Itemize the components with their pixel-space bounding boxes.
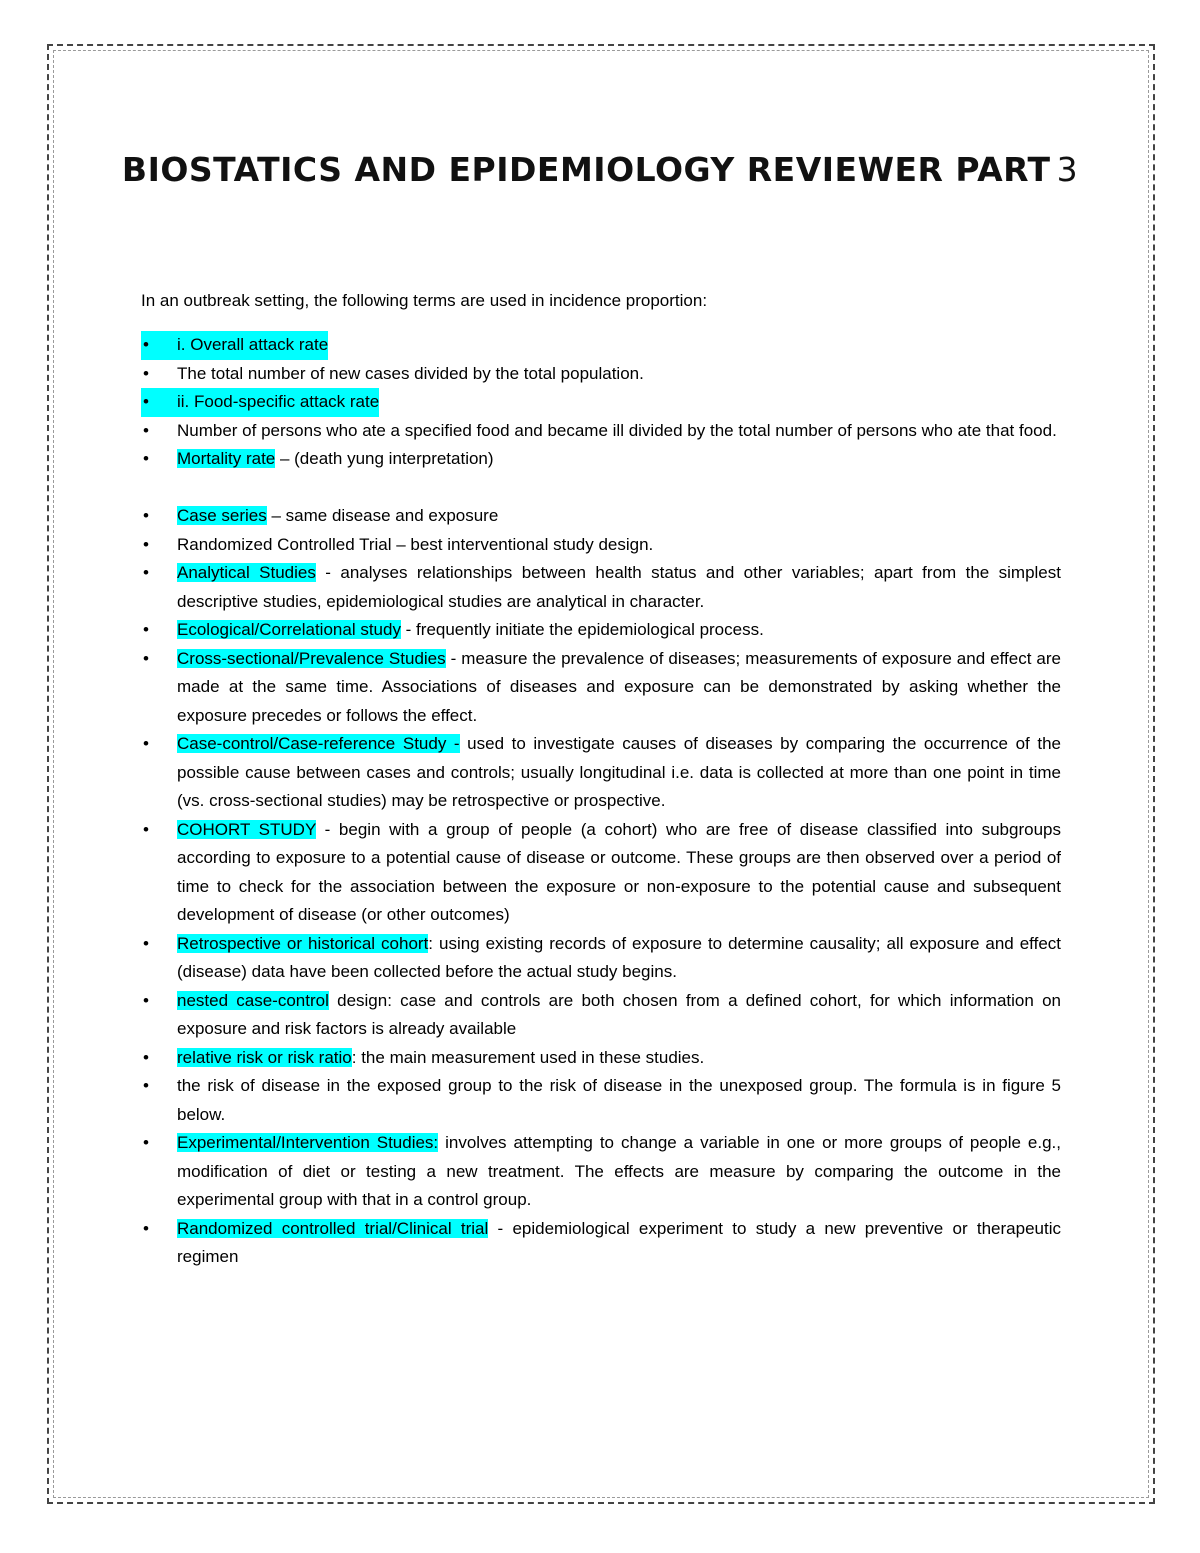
list-item [141, 445, 1061, 474]
list-item [141, 987, 1061, 1044]
highlighted-term: Cross-sectional/Prevalence Studies [177, 648, 446, 668]
list-item [141, 531, 1061, 560]
list-item [141, 502, 1061, 531]
item-text: - measure the prevalence of diseases; measurements of exposure and effect are made at the same time. Associations of diseases and exposure can be demonstrated by asking whether the exposure precedes or follows the effect. [177, 648, 1061, 725]
list-item [141, 559, 1061, 616]
item-text: The total number of new cases divided by the total population. [177, 363, 644, 383]
highlighted-term: Mortality rate [177, 449, 276, 468]
list-item [141, 388, 1061, 417]
list-item [141, 816, 1061, 930]
page-title [0, 150, 1200, 189]
highlighted-term: Case-control/Case-reference Study - [177, 734, 460, 753]
list-item [141, 930, 1061, 987]
list-item [141, 616, 1061, 645]
highlighted-term: Retrospective or historical cohort [177, 933, 429, 953]
highlighted-term: ii. Food-specific attack rate [141, 388, 379, 417]
bullet-list [141, 331, 1061, 1272]
highlighted-term: Analytical Studies [177, 563, 316, 582]
intro-paragraph: In an outbreak setting, the following terms are used in incidence proportion: [141, 291, 708, 310]
item-text: Number of persons who ate a specified food and became ill divided by the total number of persons who ate that food. [177, 420, 1057, 440]
highlighted-term: Case series [177, 506, 267, 525]
item-text: – (death yung interpretation) [275, 449, 494, 468]
highlighted-term: Randomized controlled trial/Clinical trial [177, 1218, 489, 1238]
item-text: - frequently initiate the epidemiological process. [400, 620, 764, 639]
item-text: used to investigate causes of diseases by comparing the occurrence of the possible cause between cases and controls; usually longitudinal i.e. data is collected at more than one point in time (vs. cross-sectional studies) may be retrospective or prospective. [177, 734, 1061, 810]
item-text: the risk of disease in the exposed group to the risk of disease in the unexposed group. The formula is in figure 5 below. [177, 1076, 1061, 1124]
highlighted-term: Ecological/Correlational study [177, 620, 401, 639]
page-title-number: 3 [1056, 150, 1079, 189]
item-text: - begin with a group of people (a cohort) who are free of disease classified into subgroups according to exposure to a potential cause of disease or outcome. These groups are then observed over a period of time to check for the association between the exposure or non-exposure to the potential cause and subsequent development of disease (or other outcomes) [177, 819, 1061, 924]
list-item [141, 1215, 1061, 1272]
list-item [141, 645, 1061, 731]
item-text: : using existing records of exposure to determine causality; all exposure and effect (disease) data have been collected before the actual study begins. [177, 933, 1061, 981]
list-item [141, 417, 1061, 446]
item-text: - analyses relationships between health status and other variables; apart from the simplest descriptive studies, epidemiological studies are analytical in character. [177, 563, 1061, 611]
list-item [141, 331, 1061, 360]
list-item [141, 1072, 1061, 1129]
page-title-text: BIOSTATICS AND EPIDEMIOLOGY REVIEWER PART [121, 150, 1051, 189]
item-text: : the main measurement used in these studies. [351, 1047, 705, 1067]
list-item [141, 360, 1061, 389]
highlighted-term: COHORT STUDY [177, 819, 316, 839]
item-text: – same disease and exposure [266, 506, 499, 525]
list-item [141, 1044, 1061, 1073]
item-text: - epidemiological experiment to study a new preventive or therapeutic regimen [177, 1218, 1061, 1266]
list-item [141, 730, 1061, 816]
highlighted-term: nested case-control [177, 990, 329, 1010]
highlighted-term: relative risk or risk ratio [177, 1047, 352, 1067]
highlighted-term: Experimental/Intervention Studies: [177, 1133, 439, 1152]
item-text: involves attempting to change a variable in one or more groups of people e.g., modification of diet or testing a new treatment. The effects are measure by comparing the outcome in the experimental group with that in a control group. [177, 1133, 1061, 1209]
item-text: Randomized Controlled Trial – best interventional study design. [177, 534, 654, 554]
item-text: design: case and controls are both chosen from a defined cohort, for which information on exposure and risk factors is already available [177, 990, 1061, 1038]
list-item [141, 1129, 1061, 1215]
highlighted-term: i. Overall attack rate [141, 331, 328, 360]
